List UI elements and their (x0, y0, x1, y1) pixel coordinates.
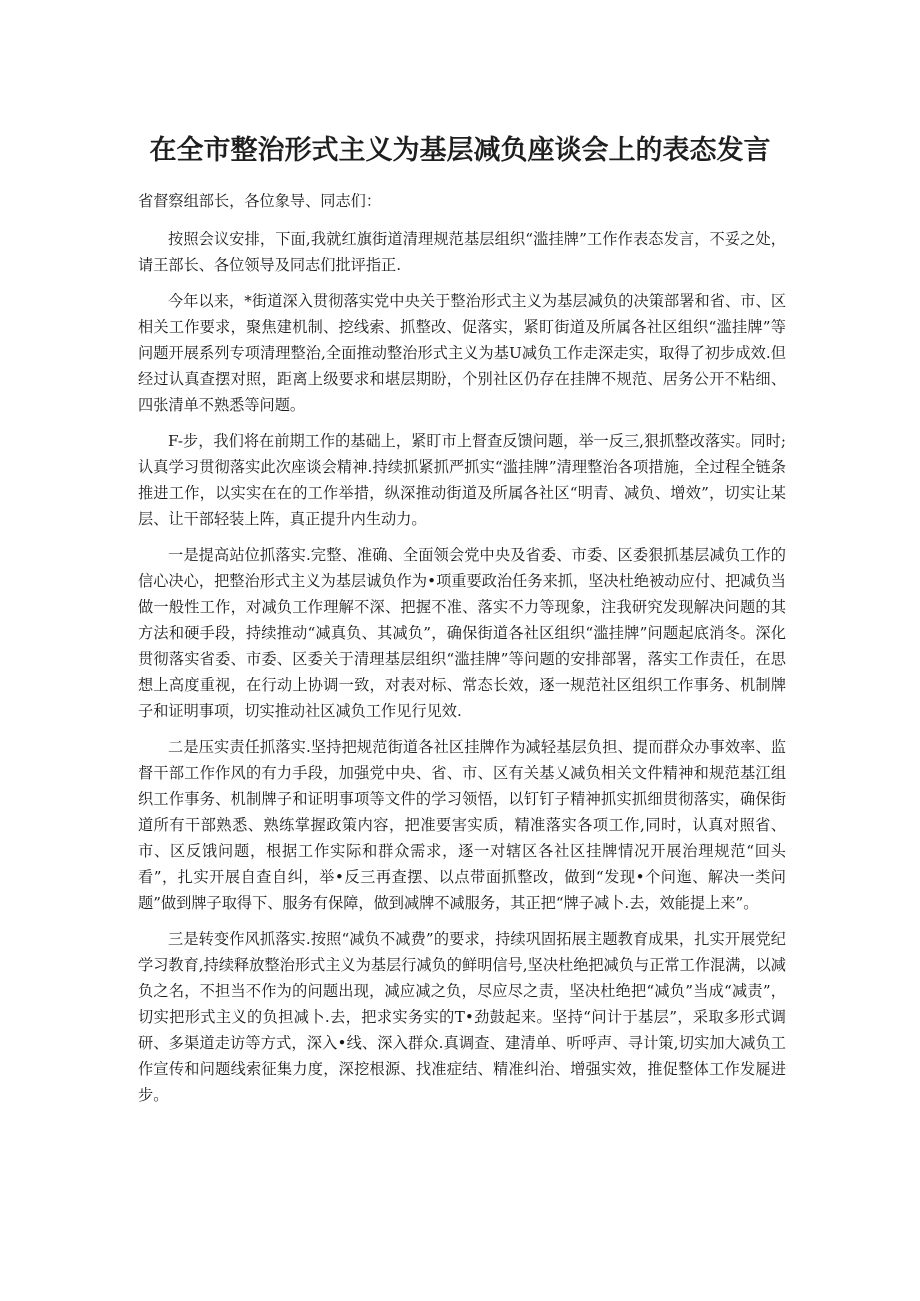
paragraph-point-three: 三是转变作风抓落实.按照“减负不减费”的要求，持续巩固拓展主题教育成果，扎实开展党纪学习教育,持续释放整治形式主义为基层行减负的鲜明信号,坚决杜绝把减负与正常工作混满，以减负之名，不担当不作为的问题出现，减应减之负，尽应尽之责，坚决杜绝把“减负”当成“减责”，切实把形式主义的负担减卜.去，把求实务实的T•劲鼓起来。坚持“问计于基层”，采取多形式调研、多渠道走访等方式，深入•线、深入群众.真调查、建清单、听呼声、寻计策,切实加大减负工作宣传和问题线索征集力度，深挖根源、找准症结、精准纠治、增强实效，推促整体工作发屣进步。 (138, 930, 786, 1104)
paragraph-next-steps: F-步，我们将在前期工作的基础上，紧盯市上督查反馈问题，举一反三,狠抓整改落实。同时;认真学习贯彻落实此次座谈会精神.持续抓紧抓严抓实“滥挂牌”清理整治各项措施，全过程全链条推进工作，以实实在在的工作举措，纵深推动街道及所属各社区“明青、减负、增效”，切实让某层、让干部轻装上阵，真正提升内生动力。 (138, 432, 786, 528)
paragraph-intro: 按照会议安排，下面,我就红旗街道清理规范基层组织“滥挂牌”工作作表态发言，不妥之处，请王部长、各位领导及同志们批评指正. (138, 230, 786, 274)
paragraph-progress: 今年以来，*街道深入贯彻落实党中央关于整治形式主义为基层减负的决策部署和省、市、区相关工作要求，聚焦建机制、挖线索、抓整改、促落实，紧盯街道及所属各社区组织“滥挂牌”等问题开展系列专项清理整治,全面推动整治形式主义为基U减负工作走深走实，取得了初步成效.但经过认真查摆对照，距离上级要求和堪层期盼，个别社区仍存在挂牌不规范、居务公开不粘细、四张清单不熟悉等问题。 (138, 292, 786, 414)
salutation: 省督察组部长，各位象导、同志们： (138, 192, 381, 210)
paragraph-point-two: 二是压实责任抓落实.坚持把规范街道各社区挂牌作为减轻基层负担、提而群众办事效率、监督干部工作作风的有力手段，加强党中央、省、市、区有关基乂减负相关文件精神和规范基江组织工作事务、机制牌子和证明事项等文件的学习领悟，以钉钉子精神抓实抓细贯彻落实，确保街道所有干部熟悉、熟练掌握政策内容，把准要害实质，精准落实各项工作,同时，认真对照省、市、区反饿问题，根据工作实际和群众需求，逐一对辖区各社区挂牌情况开展治理规范“回头看”，扎实开展自查自纠，举•反三再查摆、以点带面抓整改，做到“发现•个问迤、解决一类问题”做到牌子取得下、服务有保障，做到减牌不减服务，其正把“牌子减卜.去，效能提上来”。 (138, 738, 786, 912)
document-title: 在全市整治形式主义为基层减负座谈会上的表态发言 (149, 135, 771, 166)
document-body (138, 188, 786, 1118)
paragraph-point-one: 一是提高站位抓落实.完整、准确、全面领会党中央及省委、市委、区委狠抓基层减负工作的信心决心，把整治形式主义为基层诚负作为•项重要政治任务来抓，坚决杜绝被动应付、把减负当做一般性工作，对减负工作理解不深、把握不准、落实不力等现象，注我研究发现解决问题的其方法和硬手段，持续推动“减真负、其减负”，确保街道各社区组织“滥挂牌”问题起底消冬。深化贯彻落实省委、市委、区委关于清理基层组织“滥挂牌”等问题的安排部署，落实工作责任，在思想上高度重视，在行动上协调一致，对表对标、常态长效，逐一规范社区组织工作事务、机制牌子和证明事项，切实推动社区减负工作见行见效. (138, 546, 786, 720)
